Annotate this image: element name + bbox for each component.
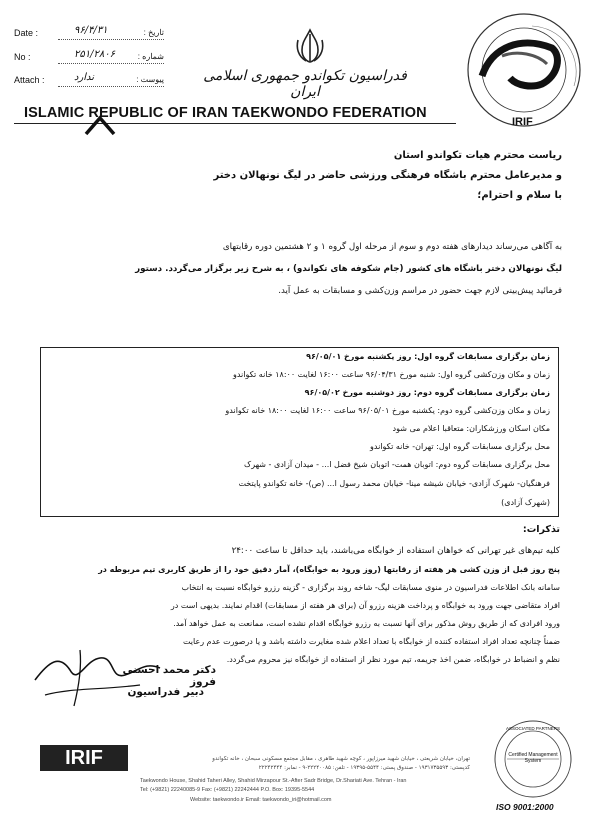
iso-certification-seal (492, 718, 574, 800)
intro-line-2: لیگ نونهالان دختر باشگاه های کشور (جام شکوفه های تکواندو) ، به شرح زیر برگزار می‌گردد. دستور (135, 264, 562, 274)
cert-top-text: ASSOCIATED PARTNERS (505, 726, 560, 731)
date-label: Date : (14, 28, 39, 38)
notes-line: افراد متقاضی جهت ورود به خوابگاه و پرداخت هزینه رزرو آن (برای هر هفته از مسابقات) اقدام نمایند. بدیهی است در (170, 601, 560, 610)
schedule-line: (شهرک آزادی) (501, 498, 550, 507)
footer-web-en: Website: taekwondo.ir Email: taekwondo_iri@hotmail.com (190, 797, 332, 803)
date-value: ۹۶/۴/۳۱ (74, 25, 108, 36)
number-value: ۲۵۱/۲۸۰۶ (74, 49, 115, 60)
iso-label: ISO 9001:2000 (496, 802, 554, 812)
footer-phone-fa: کدپستی: ۱۹۳۱۷۳۵۵۹۳ - صندوق پستی: ۵۵۴۴-۱۹۳۹۵ - تلفن: ۲۲۲۴۰۰۸۵-۹ - نمابر: ۲۲۲۴۲۴۴۴ (258, 765, 470, 771)
notes-line: سامانه بانک اطلاعات فدراسیون در منوی مسابقات لیگ- شاخه روند برگزاری - گزینه رزرو خوابگاه نسبت به انتخاب (181, 583, 560, 592)
notes-line: ورود افرادی که از طریق روش مذکور برای آنها نسبت به رزرو خوابگاه اقدام نشده است، ممانعت به عمل خواهد آمد. (173, 619, 560, 628)
date-field (14, 25, 164, 42)
schedule-line: فرهنگیان- شهرک آزادی- خیابان شیشه مینا- خیابان محمد رسول ا... (ص)- خانه تکواندو پایتخت (238, 479, 550, 488)
signatory-name: دکتر محمد احسنی فروز (122, 664, 216, 688)
number-line (58, 63, 164, 64)
federation-logo (462, 6, 592, 134)
notes-line: کلیه تیم‌های غیر تهرانی که خواهان استفاده از خوابگاه می‌باشند، باید حداقل تا ساعت ۲۴:۰۰ (231, 546, 560, 556)
schedule-line: زمان و مکان وزن‌کشی گروه اول: شنبه مورخ ۹۶/۰۴/۳۱ ساعت ۱۶:۰۰ لغایت ۱۸:۰۰ خانه تکواندو (232, 370, 550, 379)
footer-logo: IRIF (40, 745, 128, 771)
logo-caption: IRIF (512, 116, 533, 128)
notes-line: پنج روز قبل از وزن کشی هر هفته از رقابتها (روز ورود به خوابگاه)، آمار دقیق خود را از طریق کاربری تیم مربوطه در (98, 565, 560, 574)
notes-heading: تذکرات: (522, 524, 560, 535)
attach-value: ندارد (74, 72, 95, 83)
addressee-line-1: ریاست محترم هیات تکواندو استان (393, 150, 562, 161)
schedule-line: محل برگزاری مسابقات گروه اول: تهران- خانه تکواندو (370, 442, 550, 451)
iran-emblem-icon (292, 28, 328, 64)
attach-line (58, 86, 164, 87)
schedule-line: زمان برگزاری مسابقات گروه دوم: روز دوشنبه مورخ ۹۶/۰۵/۰۲ (304, 388, 550, 397)
date-line (58, 39, 164, 40)
notes-line: ضمناً چنانچه تعداد افراد استفاده کننده از خوابگاه با تعداد اعلام شده مغایرت داشته باشد و یا درصورت عدم رعایت (182, 637, 560, 646)
header-rule (14, 123, 456, 124)
greeting: با سلام و احترام؛ (477, 190, 562, 201)
attach-label-fa: پیوست : (136, 75, 164, 84)
schedule-box (40, 347, 559, 517)
chevron-up-icon (84, 112, 116, 136)
date-label-fa: تاریخ : (143, 28, 164, 37)
number-label: No : (14, 52, 31, 62)
federation-title-en: ISLAMIC REPUBLIC OF IRAN TAEKWONDO FEDERATION (24, 105, 427, 121)
notes-line: نظم و انضباط در خوابگاه، ضمن اخذ جریمه، تیم مورد نظر از استفاده از خوابگاه نیز محروم می‌گردد. (226, 655, 560, 664)
schedule-line: زمان و مکان وزن‌کشی گروه دوم: یکشنبه مورخ ۹۶/۰۵/۰۱ ساعت ۱۶:۰۰ لغایت ۱۸:۰۰ خانه تکواندو (225, 406, 550, 415)
federation-logo-icon (462, 6, 592, 134)
attach-label: Attach : (14, 75, 45, 85)
addressee-line-2: و مدیرعامل محترم باشگاه فرهنگی ورزشی حاضر در لیگ نونهالان دختر (213, 170, 562, 181)
number-label-fa: شماره : (137, 52, 164, 61)
federation-title-fa: فدراسیون تکواندو جمهوری اسلامی ایران (203, 68, 407, 100)
number-field (14, 49, 164, 66)
schedule-line: زمان برگزاری مسابقات گروه اول: روز یکشنبه مورخ ۹۶/۰۵/۰۱ (306, 352, 550, 361)
signatory-role: دبیر فدراسیون (127, 686, 204, 698)
footer-phone-en: Tel: (+9821) 22240085-9 Fax: (+9821) 22242444 P.O. Box: 19395-5544 (140, 787, 315, 793)
attach-field (14, 72, 164, 89)
footer-address-en: Taekwondo House, Shahid Taheri Alley, Shahid Mirzapour St.-After Sadr Bridge, Dr.Shariati Ave. Tehran - Iran (140, 778, 407, 784)
intro-line-3: فرمائید پیش‌بینی لازم جهت حضور در مراسم وزن‌کشی و مسابقات به عمل آید. (278, 286, 562, 296)
footer-address-fa: تهران، خیابان شریعتی ، خیابان شهید میرزاپور ، کوچه شهید طاهری ، مقابل مجتمع مسکونی سبحان ، خانه تکواندو (212, 756, 470, 762)
intro-line-1: به آگاهی می‌رساند دیدارهای هفته دوم و سوم از مرحله اول گروه ۱ و ۲ هشتمین دوره رقابتهای (222, 242, 562, 252)
schedule-line: محل برگزاری مسابقات گروه دوم: اتوبان همت- اتوبان شیخ فضل ا... - میدان آزادی - شهرک (244, 460, 550, 469)
schedule-line: مکان اسکان ورزشکاران: متعاقبا اعلام می شود (392, 424, 550, 433)
cert-mid-text: Certified Management System (508, 752, 558, 764)
